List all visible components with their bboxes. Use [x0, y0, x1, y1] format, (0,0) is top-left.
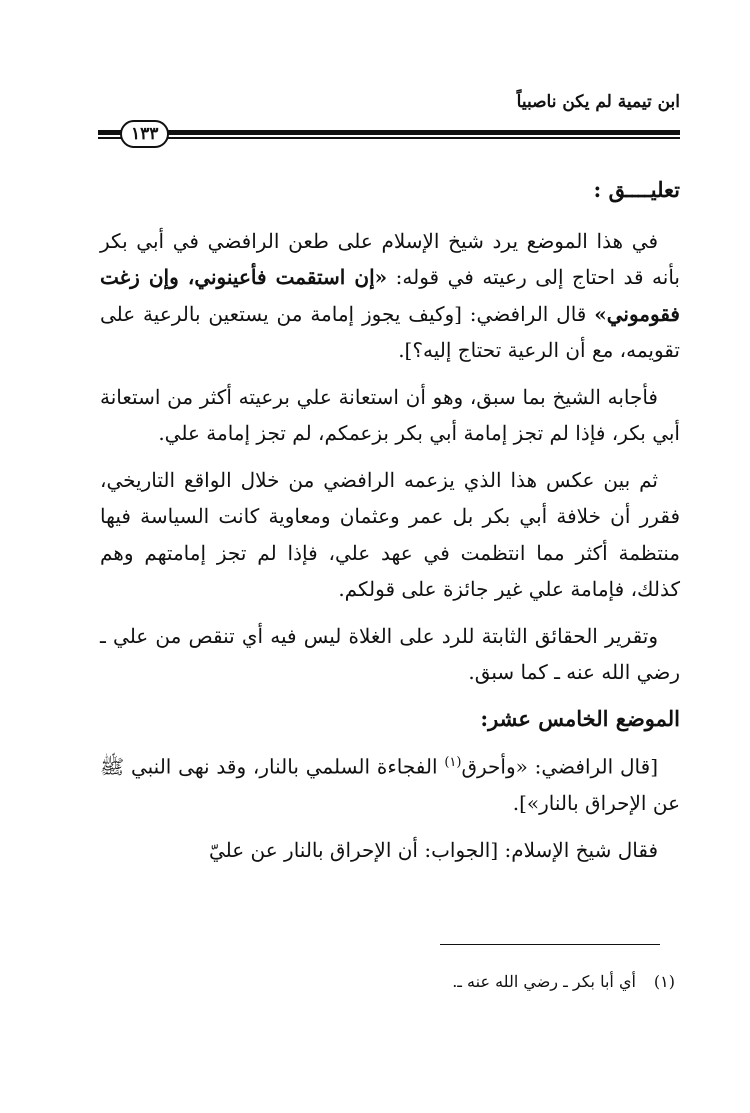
footnote-ref-1[interactable]: (١) [444, 755, 462, 770]
paragraph-5 [100, 745, 680, 822]
header-rule-thick [98, 130, 680, 135]
paragraph-5-part-b: الفجاءة السلمي بالنار، وقد نهى النبي ﷺ عن الإحراق بالنار»]. [100, 754, 680, 816]
header-rule-thin [98, 137, 680, 139]
paragraph-1-part-b: قال الرافضي: [وكيف يجوز إمامة من يستعين بالرعية على تقويمه، مع أن الرعية تحتاج إليه؟]. [100, 301, 680, 362]
footnote-1 [452, 972, 675, 991]
footnote-text: أي أبا بكر ـ رضي الله عنه ـ. [452, 972, 636, 991]
footnote-separator [440, 944, 660, 945]
section-heading-fifteenth: الموضع الخامس عشر: [480, 705, 680, 731]
paragraph-1 [100, 223, 680, 369]
main-text [100, 172, 680, 878]
page-number: ١٣٣ [120, 120, 169, 148]
footnote-mark: (١) [653, 972, 675, 991]
section-heading-comment: تعليــــق : [593, 177, 680, 202]
paragraph-1-part-a: في هذا الموضع يرد شيخ الإسلام على طعن الرافضي في أبي بكر بأنه قد احتاج إلى رعيته في قوله: [100, 228, 680, 289]
paragraph-5-part-a: [قال الرافضي: «وأحرق [461, 754, 658, 779]
header-rule [98, 122, 680, 146]
running-title: ابن تيمية لم يكن ناصبياً [516, 92, 680, 112]
paragraph-6: فقال شيخ الإسلام: [الجواب: أن الإحراق بالنار عن عليّ [208, 837, 658, 862]
paragraph-2: فأجابه الشيخ بما سبق، وهو أن استعانة علي برعيته أكثر من استعانة أبي بكر، فإذا لم تجز إمامة أبي بكر بزعمكم، لم تجز إمامة علي. [100, 384, 680, 445]
paragraph-4: وتقرير الحقائق الثابتة للرد على الغلاة ليس فيه أي تنقص من علي ـ رضي الله عنه ـ كما سبق. [100, 623, 680, 684]
paragraph-3: ثم بين عكس هذا الذي يزعمه الرافضي من خلال الواقع التاريخي، فقرر أن خلافة أبي بكر بل عمر وعثمان ومعاوية كانت السياسة فيها منتظمة أكثر مما انتظمت في عهد علي، فإذا لم تجز إمامتهم وهم كذلك، فإمامة علي غير جائزة على قولكم. [100, 467, 681, 601]
quoted-saying: «إن استقمت فأعينوني، وإن زغت فقوموني» [100, 265, 680, 326]
